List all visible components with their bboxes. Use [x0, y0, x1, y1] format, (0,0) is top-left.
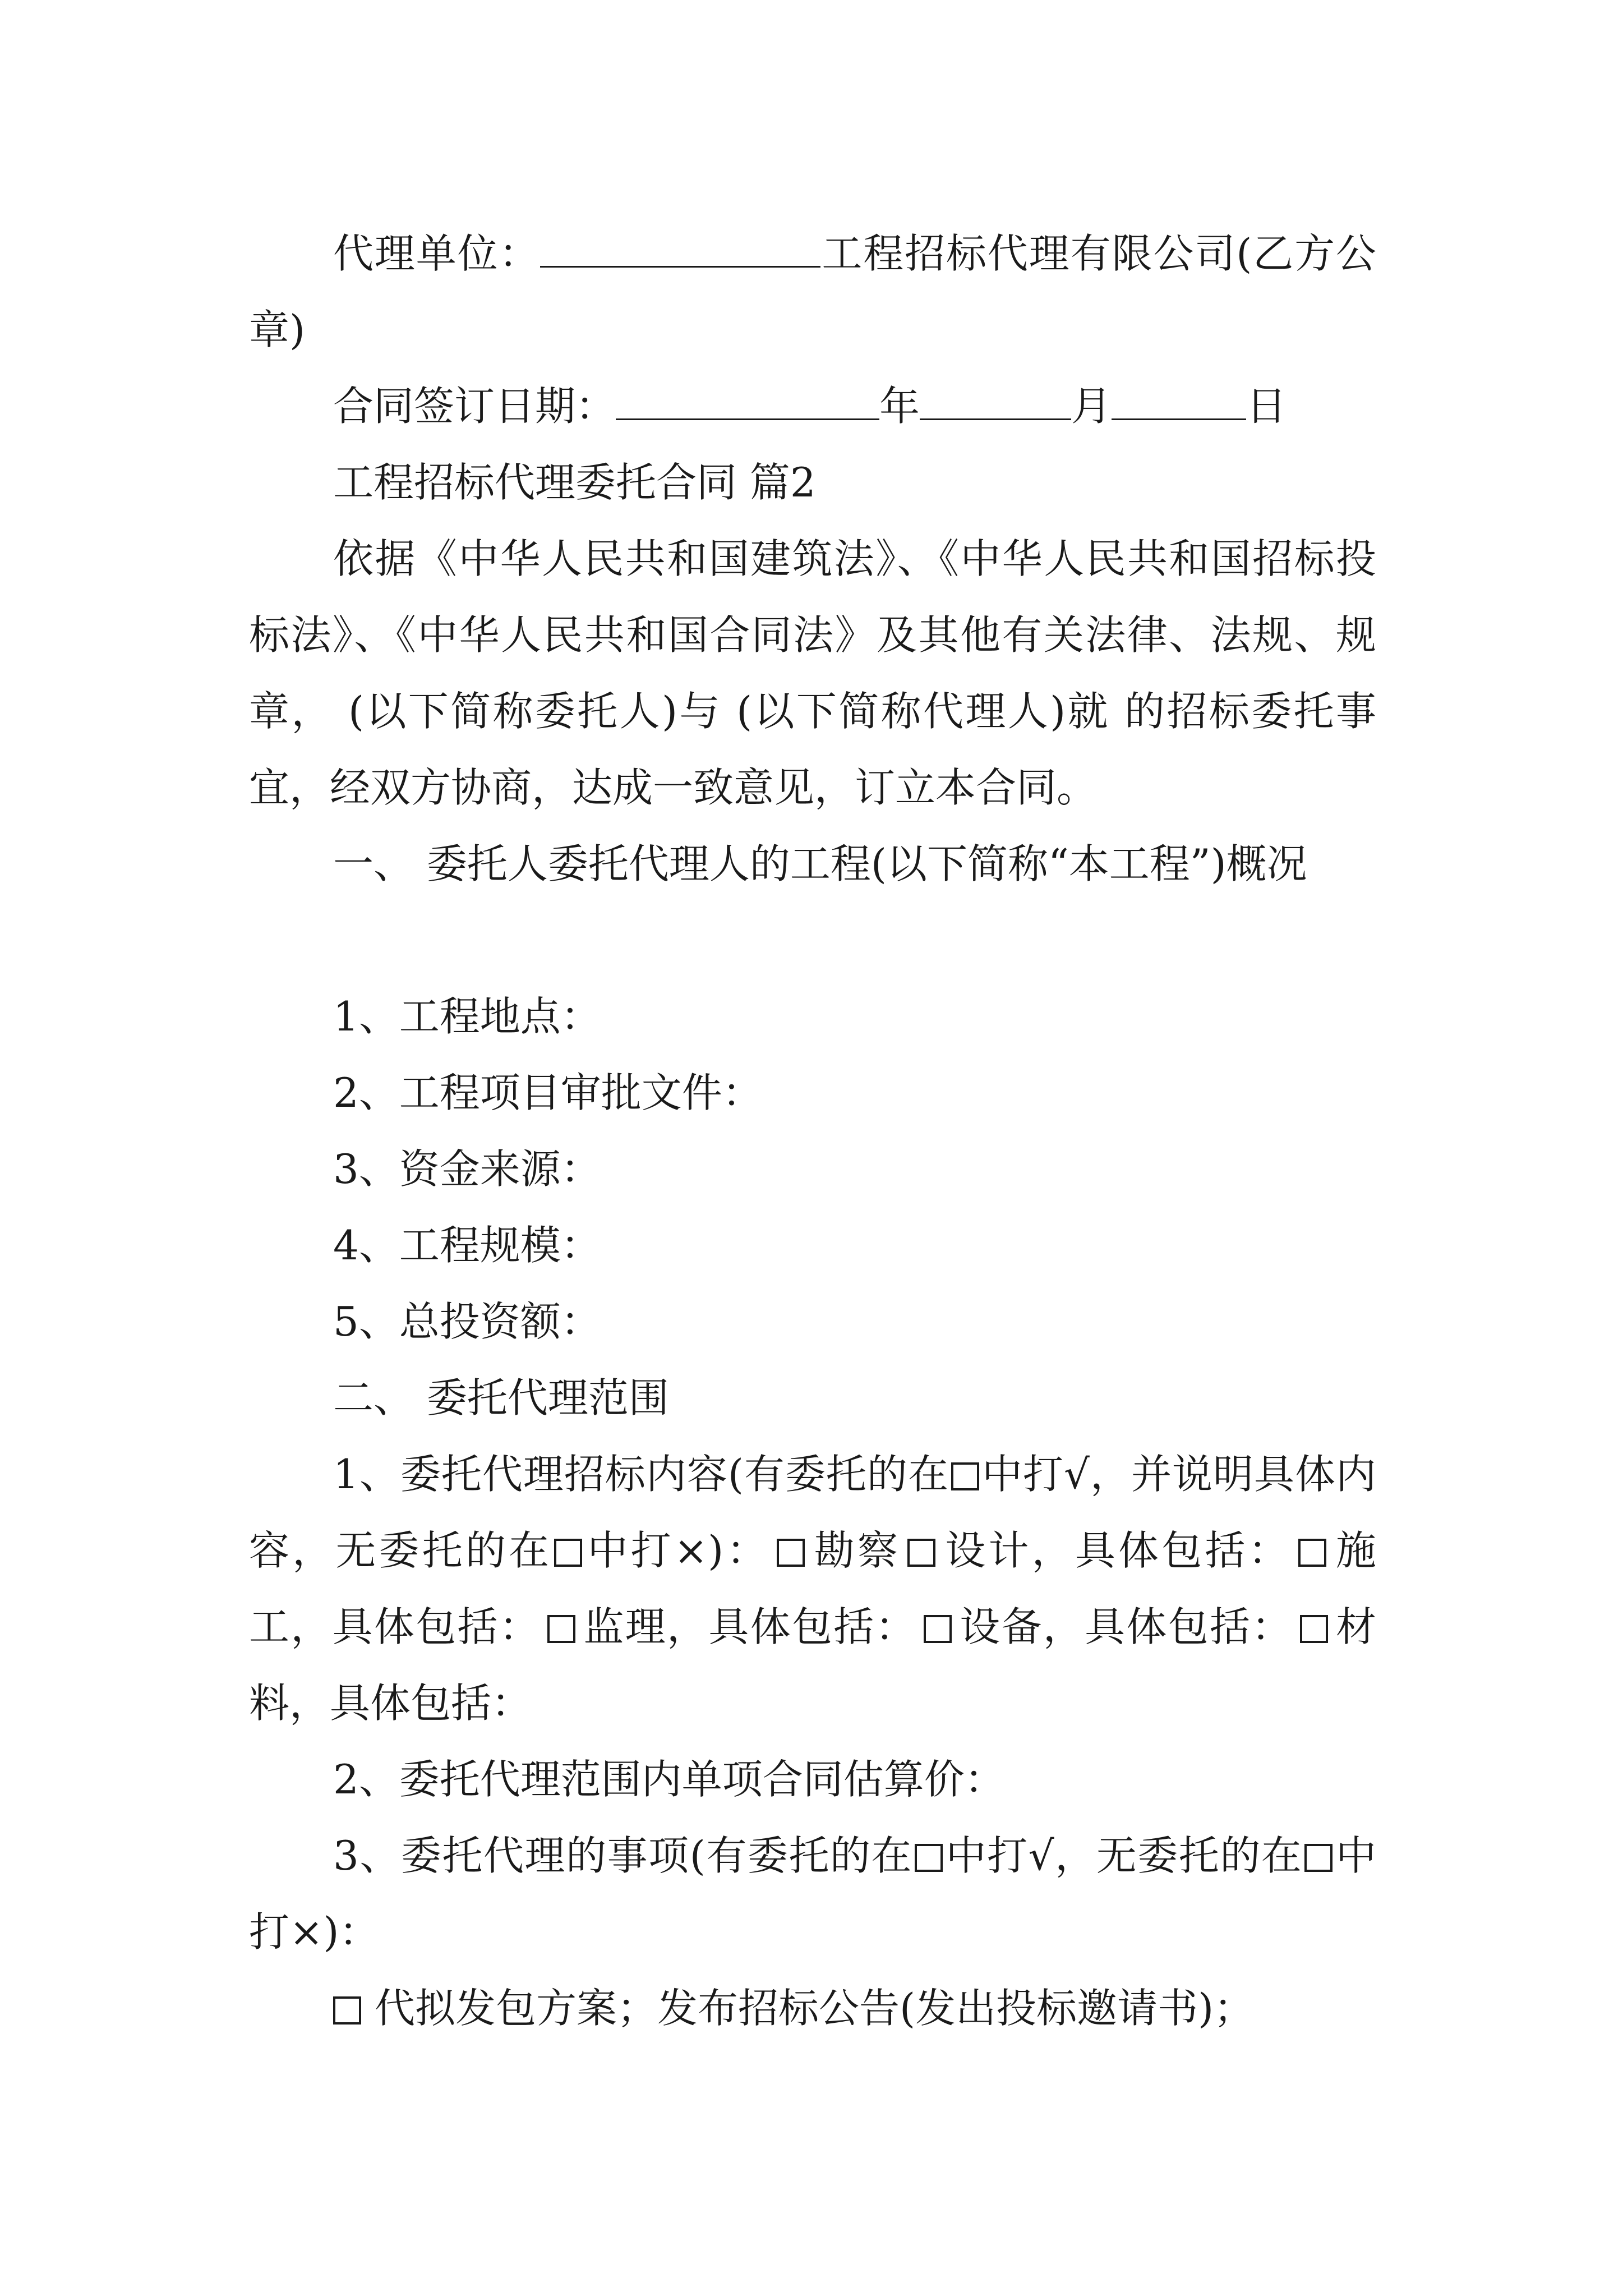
- checkbox-equipment-icon: [924, 1615, 952, 1643]
- checkbox-materials-icon: [1300, 1615, 1328, 1643]
- checkbox-icon: [951, 1462, 979, 1490]
- year-label: 年: [879, 383, 920, 430]
- intro-paragraph: 依据《中华人民共和国建筑法》、《中华人民共和国招标投标法》、《中华人民共和国合同法》及其他有关法律、法规、规章， (以下简称委托人)与 (以下简称代理人)就 的招标委托事宜，经双方协商，达成一致意见，订立本合同。: [249, 535, 1376, 811]
- matters-text-c: 中打×)：: [249, 1832, 1376, 1955]
- agency-text: 工程招标代理有限公司(乙方公章): [249, 230, 1376, 353]
- item-total-investment: 5、总投资额：: [333, 1298, 601, 1345]
- scope-text-c: 中打×)：: [584, 1527, 770, 1574]
- scope-survey: 勘察: [811, 1527, 901, 1574]
- checkbox-supervision-icon: [547, 1615, 575, 1643]
- item-project-location: 1、工程地点：: [333, 993, 601, 1040]
- checkbox-construction-icon: [1298, 1539, 1326, 1567]
- sign-date-label: 合同签订日期：: [333, 383, 616, 430]
- checkbox-icon: [915, 1844, 943, 1872]
- item-project-scale: 4、工程规模：: [333, 1222, 601, 1269]
- item-approval-documents: 2、工程项目审批文件：: [333, 1069, 763, 1116]
- sign-date-paragraph: [249, 368, 1376, 444]
- month-blank: [920, 381, 1071, 420]
- checkbox-survey-icon: [777, 1539, 805, 1567]
- scope-construction: 施工，具体包括：: [249, 1527, 1376, 1650]
- section-one-heading: 一、 委托人委托代理人的工程(以下简称“本工程”)概况: [333, 840, 1307, 887]
- contract-heading: 工程招标代理委托合同 篇2: [333, 459, 816, 506]
- year-blank: [616, 381, 879, 420]
- day-blank: [1112, 381, 1246, 420]
- section-two-heading: 二、 委托代理范围: [333, 1374, 669, 1421]
- matters-item-text: 代拟发包方案；发布招标公告(发出投标邀请书)；: [375, 1985, 1255, 2032]
- scope-content-paragraph: [249, 1436, 1376, 1741]
- scope-materials: 材料，具体包括：: [249, 1603, 1376, 1727]
- matters-text-b: 中打√，无委托的在: [945, 1832, 1303, 1879]
- agency-label: 代理单位：: [333, 230, 541, 277]
- item-funding-source: 3、资金来源：: [333, 1145, 601, 1193]
- checkbox-icon: [333, 1996, 361, 2024]
- scope-matters-paragraph: [249, 1818, 1376, 1970]
- checkbox-design-icon: [907, 1539, 935, 1567]
- agency-paragraph: [249, 215, 1376, 368]
- month-label: 月: [1071, 383, 1112, 430]
- matters-item-paragraph: [249, 1970, 1376, 2046]
- checkbox-icon: [1304, 1844, 1332, 1872]
- checkbox-icon: [554, 1539, 582, 1567]
- scope-text-b: 中打√，并说明具体内容，无委托的在: [249, 1451, 1376, 1574]
- day-label: 日: [1246, 383, 1287, 430]
- scope-supervision: 监理，具体包括：: [582, 1603, 917, 1650]
- scope-estimate-paragraph: 2、委托代理范围内单项合同估算价：: [333, 1756, 1005, 1803]
- scope-design: 设计，具体包括：: [942, 1527, 1292, 1574]
- agency-blank: [540, 229, 820, 268]
- scope-equipment: 设备，具体包括：: [958, 1603, 1293, 1650]
- scope-text-a: 1、委托代理招标内容(有委托的在: [333, 1451, 949, 1498]
- matters-text-a: 3、委托代理的事项(有委托的在: [333, 1832, 913, 1879]
